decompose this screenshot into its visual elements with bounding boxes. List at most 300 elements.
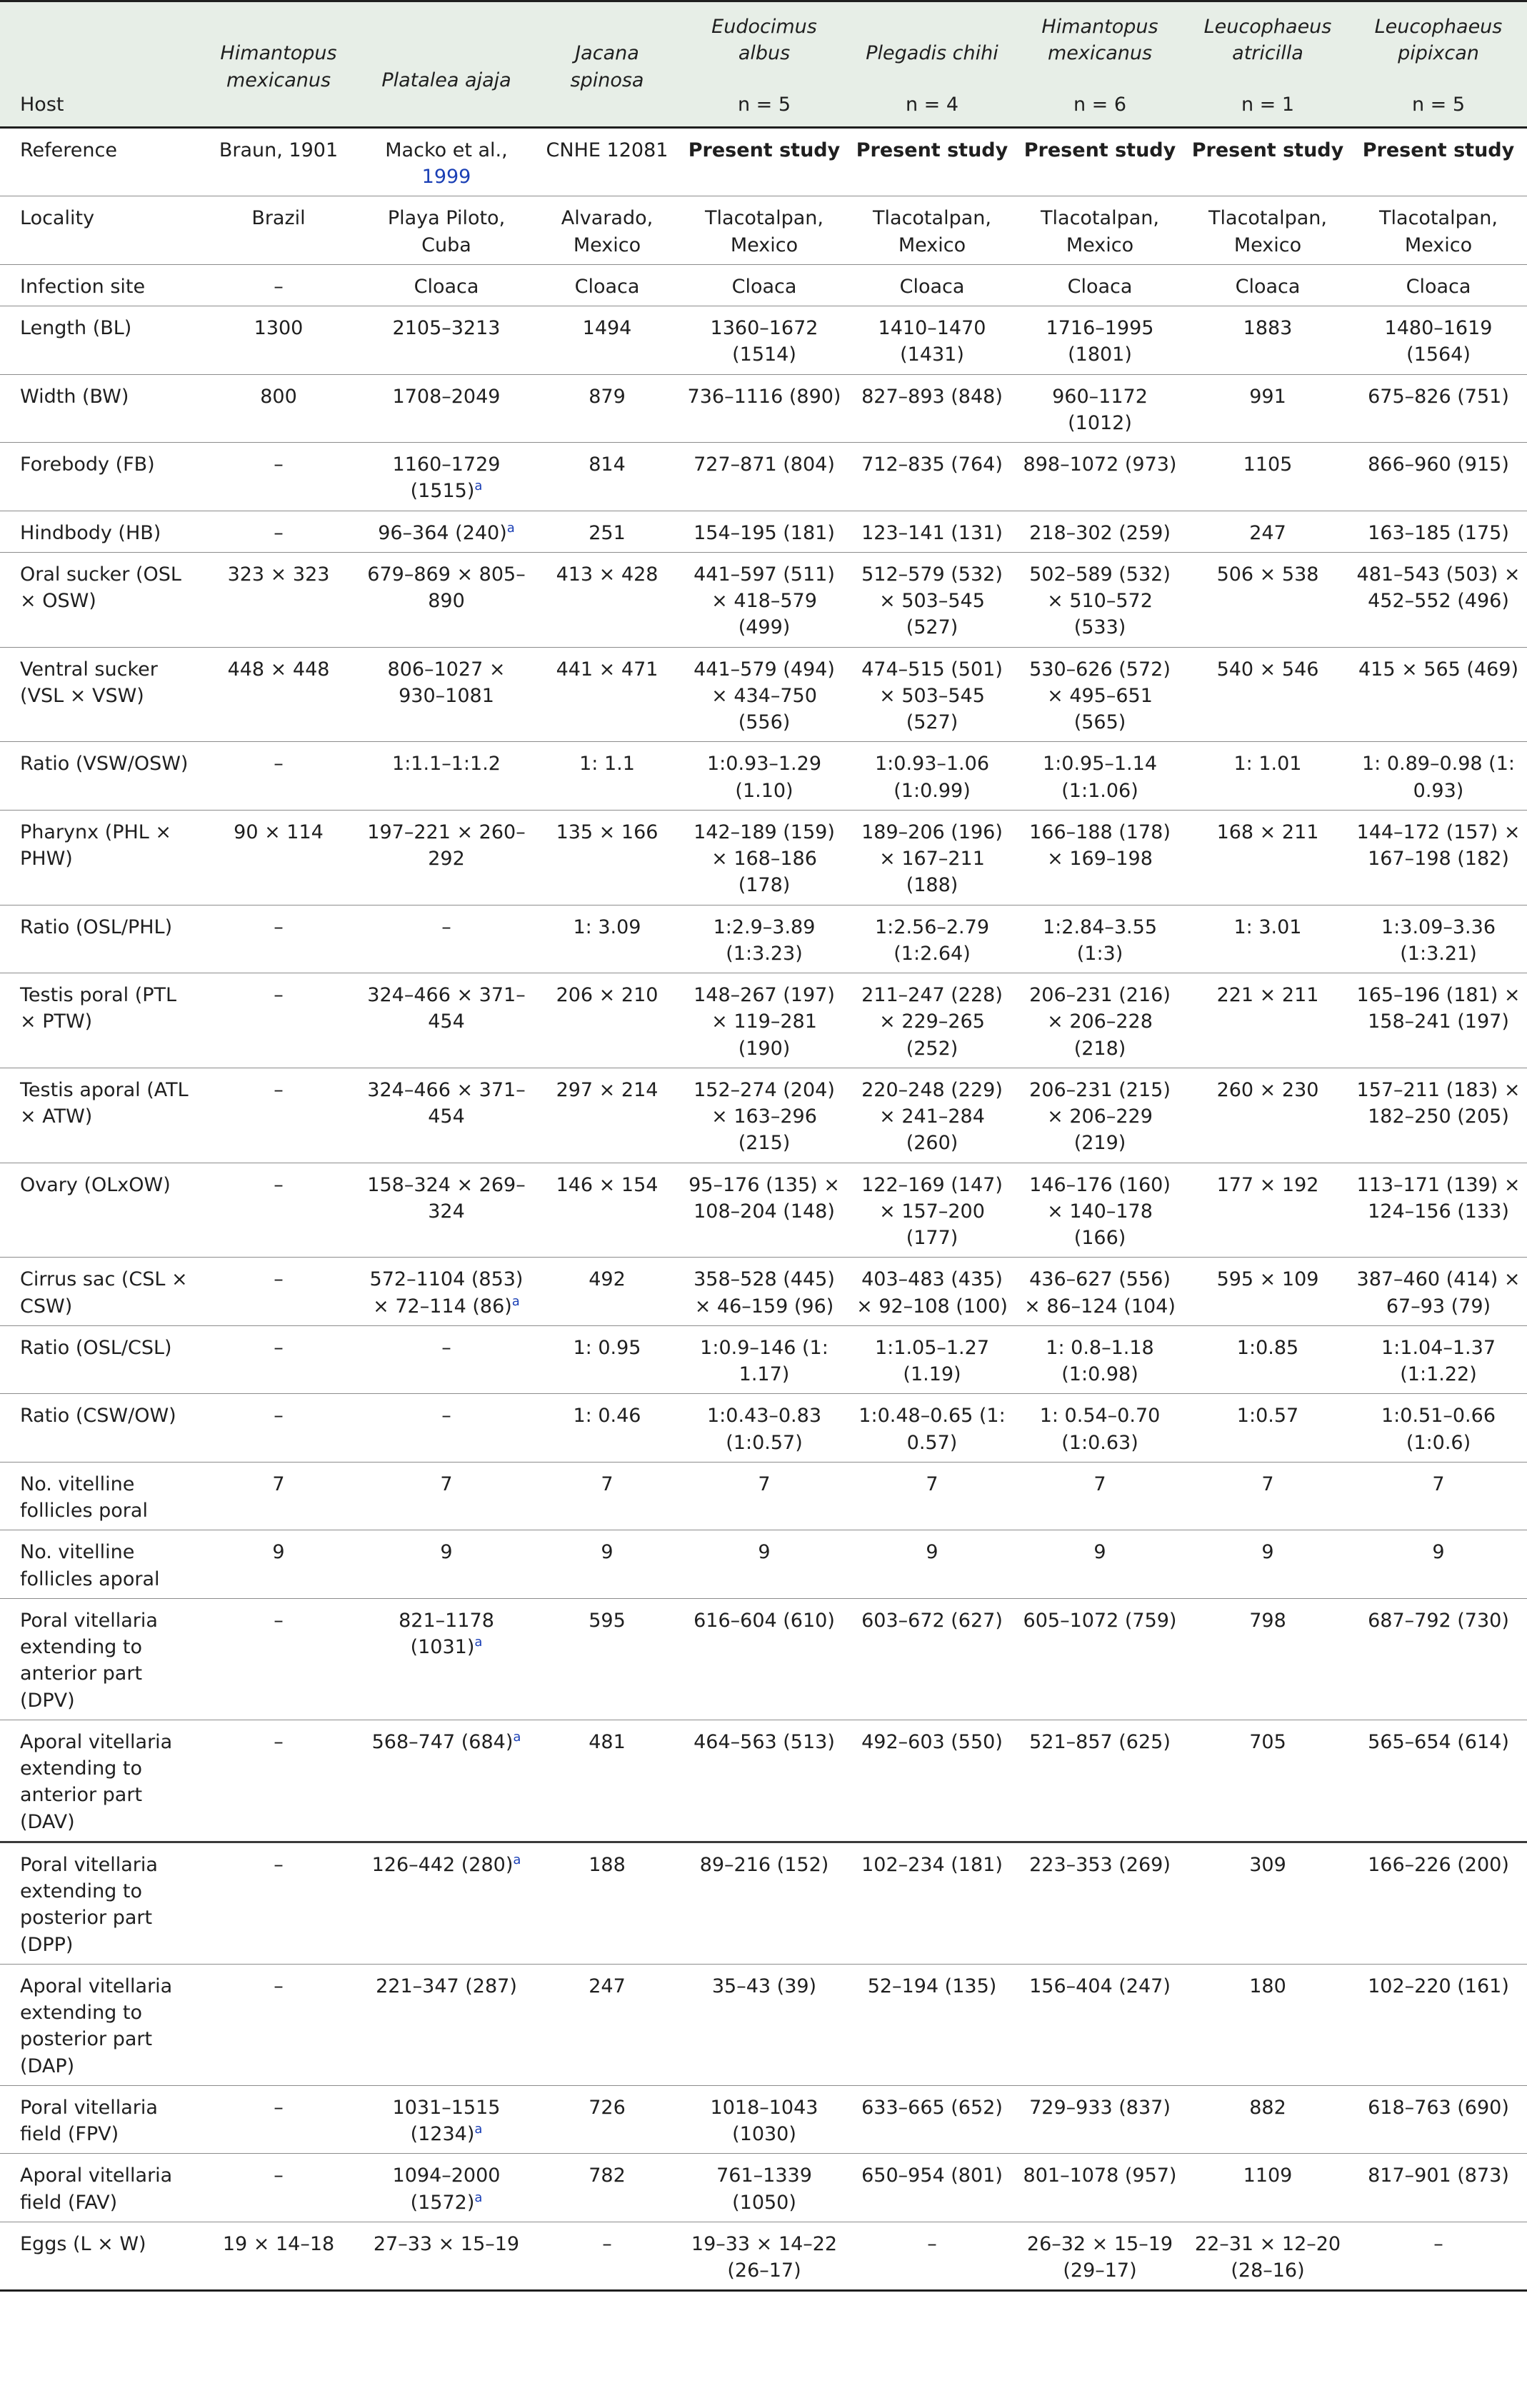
table-cell xyxy=(536,264,679,306)
table-cell xyxy=(679,2085,850,2154)
cell-value: Tlacotalpan, Mexico xyxy=(1041,207,1159,256)
footnote-marker[interactable]: a xyxy=(474,2122,483,2137)
table-cell xyxy=(357,973,536,1068)
table-cell xyxy=(1014,1964,1186,2085)
host-column-header xyxy=(679,1,850,128)
cell-value: 247 xyxy=(1249,521,1286,544)
table-row xyxy=(0,1163,1527,1258)
cell-value: 152–274 (204) × 163–296 (215) xyxy=(694,1078,835,1155)
row-label: Cirrus sac (CSL × CSW) xyxy=(0,1258,200,1326)
cell-value: 492–603 (550) xyxy=(861,1730,1003,1753)
table-cell xyxy=(536,905,679,973)
footnote-marker[interactable]: a xyxy=(474,2189,483,2205)
cell-value: – xyxy=(274,2164,284,2187)
cell-value: 436–627 (556) × 86–124 (104) xyxy=(1024,1268,1176,1318)
table-cell xyxy=(850,2085,1014,2154)
table-cell xyxy=(357,1258,536,1326)
table-cell xyxy=(1186,1068,1350,1163)
cell-value: 1: 0.8–1.18 (1:0.98) xyxy=(1046,1336,1154,1385)
cell-value: – xyxy=(274,275,284,298)
cell-value: 1:0.93–1.29 (1.10) xyxy=(706,753,821,802)
table-cell xyxy=(357,905,536,973)
table-cell xyxy=(536,127,679,196)
table-cell xyxy=(1350,264,1527,306)
table-cell xyxy=(1186,552,1350,647)
table-cell xyxy=(1350,127,1527,196)
table-cell xyxy=(679,1163,850,1258)
table-cell xyxy=(200,127,357,196)
table-cell xyxy=(679,1258,850,1326)
cell-value: Present study xyxy=(1023,139,1176,161)
table-body xyxy=(0,127,1527,2291)
host-species: Platalea ajaja xyxy=(381,69,511,91)
table-cell xyxy=(1186,306,1350,375)
header-row xyxy=(0,1,1527,128)
footnote-marker[interactable]: a xyxy=(511,1293,520,1309)
table-cell xyxy=(1014,127,1186,196)
table-cell xyxy=(850,1842,1014,1964)
table-row xyxy=(0,306,1527,375)
cell-value: 156–404 (247) xyxy=(1029,1975,1171,1997)
cell-value: 7 xyxy=(926,1473,938,1495)
table-cell xyxy=(200,511,357,552)
table-cell xyxy=(536,1598,679,1720)
table-cell xyxy=(536,2154,679,2222)
footnote-marker[interactable]: a xyxy=(513,1729,521,1745)
table-cell xyxy=(679,374,850,443)
table-cell xyxy=(1014,1598,1186,1720)
cell-value: 211–247 (228) × 229–265 (252) xyxy=(861,984,1003,1060)
cell-value: 126–442 (280) xyxy=(371,1853,514,1876)
table-cell xyxy=(357,1394,536,1463)
table-cell xyxy=(1014,1394,1186,1463)
cell-value: 474–515 (501) × 503–545 (527) xyxy=(861,658,1003,733)
table-cell xyxy=(679,1462,850,1530)
table-cell xyxy=(1186,443,1350,511)
table-cell xyxy=(200,2222,357,2291)
table-cell xyxy=(200,443,357,511)
host-species: Jacana spinosa xyxy=(570,42,644,91)
table-cell xyxy=(1350,1598,1527,1720)
table-row xyxy=(0,264,1527,306)
cell-value: 441–579 (494) × 434–750 (556) xyxy=(694,658,835,733)
host-column-header xyxy=(536,1,679,128)
table-cell xyxy=(200,973,357,1068)
table-cell xyxy=(536,1325,679,1394)
table-cell xyxy=(200,196,357,265)
table-cell xyxy=(357,742,536,811)
table-cell xyxy=(679,1394,850,1463)
table-cell xyxy=(536,443,679,511)
table-cell xyxy=(536,1068,679,1163)
table-cell xyxy=(536,742,679,811)
table-cell xyxy=(1186,196,1350,265)
cell-value: Cloaca xyxy=(414,275,479,298)
table-cell xyxy=(850,1394,1014,1463)
host-column-header xyxy=(200,1,357,128)
cell-value: 679–869 × 805–890 xyxy=(367,563,526,612)
cell-value: 358–528 (445) × 46–159 (96) xyxy=(694,1268,835,1318)
table-cell xyxy=(1350,511,1527,552)
table-row xyxy=(0,127,1527,196)
table-cell xyxy=(1350,1964,1527,2085)
cell-value: 1109 xyxy=(1243,2164,1293,2187)
cell-value: 1:1.04–1.37 (1:1.22) xyxy=(1381,1336,1496,1385)
table-cell xyxy=(850,1530,1014,1599)
cell-value: 1: 1.1 xyxy=(579,753,635,776)
row-label: Ratio (OSL/CSL) xyxy=(0,1325,200,1394)
table-cell xyxy=(536,1964,679,2085)
table-cell xyxy=(200,264,357,306)
cell-value: 35–43 (39) xyxy=(711,1975,817,1997)
cell-value: – xyxy=(274,984,284,1006)
table-row xyxy=(0,810,1527,905)
cell-value: 1708–2049 xyxy=(392,385,501,408)
cell-value: 223–353 (269) xyxy=(1029,1853,1171,1876)
cell-value: 1360–1672 (1514) xyxy=(710,317,818,366)
cell-value: Brazil xyxy=(251,207,306,230)
cell-value: 1018–1043 (1030) xyxy=(710,2096,818,2145)
cell-value: 712–835 (764) xyxy=(861,453,1003,476)
cell-value: Braun, 1901 xyxy=(219,139,339,161)
table-cell xyxy=(536,1462,679,1530)
table-cell xyxy=(1014,1325,1186,1394)
table-row xyxy=(0,742,1527,811)
row-label: Width (BW) xyxy=(0,374,200,443)
table-cell xyxy=(1350,1068,1527,1163)
cell-value: Cloaca xyxy=(1235,275,1301,298)
table-cell xyxy=(1186,2154,1350,2222)
cell-value: 441 × 471 xyxy=(556,658,659,681)
table-cell xyxy=(357,552,536,647)
citation-link[interactable]: 1999 xyxy=(421,166,471,188)
table-cell xyxy=(536,647,679,742)
table-cell xyxy=(357,2222,536,2291)
table-cell xyxy=(850,1598,1014,1720)
cell-value: 502–589 (532) × 510–572 (533) xyxy=(1029,563,1171,639)
table-cell xyxy=(200,1394,357,1463)
cell-value: 1410–1470 (1431) xyxy=(878,317,986,366)
cell-value: 817–901 (873) xyxy=(1368,2164,1509,2187)
cell-value: 1:0.95–1.14 (1:1.06) xyxy=(1042,753,1157,802)
cell-value: – xyxy=(927,2232,937,2255)
table-cell xyxy=(536,2085,679,2154)
cell-value: 387–460 (414) × 67–93 (79) xyxy=(1356,1268,1521,1318)
cell-value: – xyxy=(274,753,284,776)
table-cell xyxy=(1186,1163,1350,1258)
cell-value: 650–954 (801) xyxy=(861,2164,1003,2187)
table-cell xyxy=(850,306,1014,375)
table-cell xyxy=(357,511,536,552)
table-cell xyxy=(1350,1258,1527,1326)
table-cell xyxy=(200,1598,357,1720)
footnote-marker[interactable]: a xyxy=(506,520,515,536)
table-cell xyxy=(1350,647,1527,742)
row-label: Poral vitellaria extending to posterior part (DPP) xyxy=(0,1842,200,1964)
table-cell xyxy=(536,2222,679,2291)
table-cell xyxy=(850,443,1014,511)
cell-value: 102–220 (161) xyxy=(1368,1975,1509,1997)
table-cell xyxy=(357,1598,536,1720)
cell-value: 180 xyxy=(1249,1975,1286,1997)
table-row xyxy=(0,1462,1527,1530)
cell-value: Tlacotalpan, Mexico xyxy=(873,207,991,256)
table-cell xyxy=(850,2222,1014,2291)
cell-value: – xyxy=(441,915,451,938)
table-cell xyxy=(1350,443,1527,511)
cell-value: 220–248 (229) × 241–284 (260) xyxy=(861,1078,1003,1155)
table-cell xyxy=(1186,1530,1350,1599)
row-label: Poral vitellaria extending to anterior part (DPV) xyxy=(0,1598,200,1720)
cell-value: – xyxy=(1433,2232,1443,2255)
table-cell xyxy=(1014,742,1186,811)
table-cell xyxy=(200,552,357,647)
cell-value: 146 × 154 xyxy=(556,1173,659,1196)
cell-value: 506 × 538 xyxy=(1216,563,1319,586)
table-cell xyxy=(850,1720,1014,1842)
table-cell xyxy=(200,1964,357,2085)
cell-value: 1:0.9–146 (1: 1.17) xyxy=(700,1336,828,1385)
cell-value: 26–32 × 15–19 (29–17) xyxy=(1026,2232,1173,2282)
cell-value: 618–763 (690) xyxy=(1368,2096,1509,2119)
table-cell xyxy=(1350,905,1527,973)
cell-value: 7 xyxy=(1093,1473,1106,1495)
cell-value: 898–1072 (973) xyxy=(1023,453,1177,476)
host-species: Leucophaeus pipixcan xyxy=(1374,16,1503,65)
cell-value: 297 × 214 xyxy=(556,1078,659,1101)
cell-value: 1:2.84–3.55 (1:3) xyxy=(1042,915,1157,965)
table-cell xyxy=(536,1530,679,1599)
cell-value: 1: 3.09 xyxy=(573,915,641,938)
table-cell xyxy=(1350,2085,1527,2154)
cell-value: – xyxy=(274,1268,284,1291)
cell-value: – xyxy=(274,915,284,938)
cell-value: Cloaca xyxy=(899,275,965,298)
table-cell xyxy=(679,443,850,511)
row-label: Ovary (OLxOW) xyxy=(0,1163,200,1258)
cell-value: 595 xyxy=(589,1609,626,1632)
cell-value: 324–466 × 371–454 xyxy=(367,984,526,1033)
cell-value: 464–563 (513) xyxy=(694,1730,835,1753)
cell-value: 7 xyxy=(1261,1473,1274,1495)
cell-value: 113–171 (139) × 124–156 (133) xyxy=(1356,1173,1521,1223)
cell-value: – xyxy=(602,2232,612,2255)
cell-value: 221 × 211 xyxy=(1216,984,1319,1006)
table-cell xyxy=(1014,2222,1186,2291)
cell-value: 403–483 (435) × 92–108 (100) xyxy=(856,1268,1008,1318)
table-cell xyxy=(1014,1720,1186,1842)
cell-value: 512–579 (532) × 503–545 (527) xyxy=(861,563,1003,639)
cell-value: Present study xyxy=(856,139,1008,161)
table-cell xyxy=(850,1325,1014,1394)
table-cell xyxy=(1350,306,1527,375)
cell-value: 323 × 323 xyxy=(227,563,330,586)
table-row xyxy=(0,1598,1527,1720)
cell-value: 102–234 (181) xyxy=(861,1853,1003,1876)
cell-value: 158–324 × 269–324 xyxy=(367,1173,526,1223)
table-cell xyxy=(679,810,850,905)
table-cell xyxy=(1186,905,1350,973)
cell-value: 165–196 (181) × 158–241 (197) xyxy=(1356,984,1521,1033)
table-row xyxy=(0,443,1527,511)
table-row xyxy=(0,973,1527,1068)
table-row xyxy=(0,1325,1527,1394)
table-cell xyxy=(1186,1598,1350,1720)
cell-value: 761–1339 (1050) xyxy=(716,2164,812,2214)
cell-value: 90 × 114 xyxy=(234,821,324,843)
row-label: Hindbody (HB) xyxy=(0,511,200,552)
host-species: Himantopus mexicanus xyxy=(220,42,337,91)
table-cell xyxy=(200,647,357,742)
row-label: Poral vitellaria field (FPV) xyxy=(0,2085,200,2154)
table-row xyxy=(0,905,1527,973)
table-cell xyxy=(679,973,850,1068)
table-row xyxy=(0,1720,1527,1842)
cell-value: 1:2.56–2.79 (1:2.64) xyxy=(874,915,989,965)
cell-value: 481 xyxy=(589,1730,626,1753)
table-row xyxy=(0,2085,1527,2154)
cell-value: 188 xyxy=(589,1853,626,1876)
cell-value: 9 xyxy=(440,1541,453,1564)
table-cell xyxy=(200,1068,357,1163)
table-cell xyxy=(1186,810,1350,905)
cell-value: 206–231 (215) × 206–229 (219) xyxy=(1029,1078,1171,1155)
cell-value: 206 × 210 xyxy=(556,984,659,1006)
table-cell xyxy=(1350,196,1527,265)
cell-value: 142–189 (159) × 168–186 (178) xyxy=(694,821,835,897)
row-label: Ratio (OSL/PHL) xyxy=(0,905,200,973)
cell-value: 441–597 (511) × 418–579 (499) xyxy=(694,563,835,639)
host-column-header xyxy=(1186,1,1350,128)
cell-value: 1: 0.46 xyxy=(573,1405,641,1428)
row-label: Aporal vitellaria extending to posterior part (DAP) xyxy=(0,1964,200,2085)
table-cell xyxy=(1186,973,1350,1068)
cell-value: 960–1172 (1012) xyxy=(1052,385,1148,434)
row-label: Oral sucker (OSL × OSW) xyxy=(0,552,200,647)
cell-value: 1094–2000 (1572) xyxy=(392,2164,501,2214)
table-cell xyxy=(357,1068,536,1163)
cell-value: 726 xyxy=(589,2096,626,2119)
cell-value: 827–893 (848) xyxy=(861,385,1003,408)
cell-value: 448 × 448 xyxy=(227,658,330,681)
table-cell xyxy=(357,264,536,306)
cell-value: 605–1072 (759) xyxy=(1023,1609,1177,1632)
footnote-marker[interactable]: a xyxy=(474,1635,483,1650)
table-cell xyxy=(1014,306,1186,375)
host-column-header xyxy=(357,1,536,128)
cell-value: 1:1.05–1.27 (1.19) xyxy=(874,1336,989,1385)
table-cell xyxy=(200,1258,357,1326)
host-species: Plegadis chihi xyxy=(866,42,998,65)
host-column-header xyxy=(1350,1,1527,128)
table-cell xyxy=(1186,1394,1350,1463)
cell-value: 1:0.48–0.65 (1: 0.57) xyxy=(858,1405,1006,1454)
cell-value: 89–216 (152) xyxy=(699,1853,829,1876)
cell-value: 1:0.85 xyxy=(1236,1336,1299,1359)
cell-value: 798 xyxy=(1249,1609,1286,1632)
footnote-marker[interactable]: a xyxy=(513,1852,521,1867)
table-cell xyxy=(1014,973,1186,1068)
cell-value: – xyxy=(274,1078,284,1101)
table-cell xyxy=(1186,1325,1350,1394)
table-cell xyxy=(357,2154,536,2222)
footnote-marker[interactable]: a xyxy=(474,478,483,494)
sample-size: n = 6 xyxy=(1073,93,1127,116)
table-cell xyxy=(679,742,850,811)
cell-value: 96–364 (240) xyxy=(378,521,507,544)
table-cell xyxy=(850,264,1014,306)
table-cell xyxy=(200,2154,357,2222)
cell-value: 821–1178 (1031) xyxy=(399,1609,494,1658)
row-label: Eggs (L × W) xyxy=(0,2222,200,2291)
table-cell xyxy=(200,742,357,811)
table-row xyxy=(0,1530,1527,1599)
cell-value: 206–231 (216) × 206–228 (218) xyxy=(1029,984,1171,1060)
cell-value: 1: 0.54–0.70 (1:0.63) xyxy=(1039,1405,1161,1454)
table-cell xyxy=(357,1720,536,1842)
cell-value: 481–543 (503) × 452–552 (496) xyxy=(1356,563,1521,612)
table-cell xyxy=(1350,1842,1527,1964)
table-cell xyxy=(1186,1258,1350,1326)
cell-value: 1:0.43–0.83 (1:0.57) xyxy=(706,1405,821,1454)
table-row xyxy=(0,1842,1527,1964)
cell-value: 9 xyxy=(1261,1541,1274,1564)
table-cell xyxy=(679,647,850,742)
table-cell xyxy=(200,1462,357,1530)
cell-value: 157–211 (183) × 182–250 (205) xyxy=(1356,1078,1521,1128)
table-cell xyxy=(536,196,679,265)
cell-value: 782 xyxy=(589,2164,626,2187)
table-cell xyxy=(1350,810,1527,905)
table-cell xyxy=(357,810,536,905)
table-cell xyxy=(200,1325,357,1394)
sample-size: n = 5 xyxy=(737,93,791,116)
cell-value: 52–194 (135) xyxy=(867,1975,997,1997)
table-cell xyxy=(1350,374,1527,443)
table-cell xyxy=(1014,2085,1186,2154)
table-cell xyxy=(1014,552,1186,647)
cell-value: 595 × 109 xyxy=(1216,1268,1319,1291)
cell-value: 221–347 (287) xyxy=(376,1975,517,1997)
cell-value: – xyxy=(274,453,284,476)
cell-value: Tlacotalpan, Mexico xyxy=(1208,207,1327,256)
table-cell xyxy=(679,552,850,647)
row-label: Ventral sucker (VSL × VSW) xyxy=(0,647,200,742)
cell-value: 218–302 (259) xyxy=(1029,521,1171,544)
row-label: Ratio (CSW/OW) xyxy=(0,1394,200,1463)
cell-value: – xyxy=(274,1336,284,1359)
table-row xyxy=(0,1964,1527,2085)
cell-value: 197–221 × 260–292 xyxy=(367,821,526,870)
table-cell xyxy=(200,1163,357,1258)
cell-value: 9 xyxy=(1432,1541,1445,1564)
row-label: Reference xyxy=(0,127,200,196)
table-cell xyxy=(1014,1163,1186,1258)
cell-value: 7 xyxy=(440,1473,453,1495)
table-cell xyxy=(357,1163,536,1258)
cell-value: Present study xyxy=(1362,139,1515,161)
table-cell xyxy=(1350,1462,1527,1530)
table-cell xyxy=(357,1530,536,1599)
cell-value: 189–206 (196) × 167–211 (188) xyxy=(861,821,1003,897)
row-label: Forebody (FB) xyxy=(0,443,200,511)
row-label: Locality xyxy=(0,196,200,265)
cell-value: Tlacotalpan, Mexico xyxy=(1379,207,1498,256)
cell-value: Tlacotalpan, Mexico xyxy=(705,207,823,256)
table-cell xyxy=(536,810,679,905)
cell-value: 705 xyxy=(1249,1730,1286,1753)
cell-value: 727–871 (804) xyxy=(694,453,835,476)
